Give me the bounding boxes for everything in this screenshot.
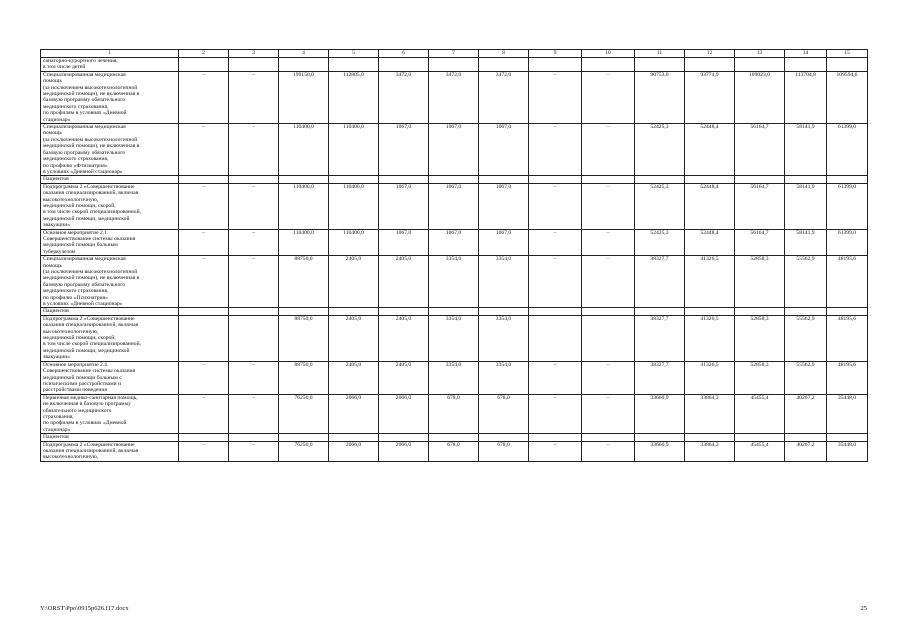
value-cell: – — [582, 256, 635, 308]
value-cell — [179, 434, 229, 441]
value-cell — [529, 176, 582, 183]
value-cell: 3472,0 — [379, 71, 429, 123]
value-cell: 55562,9 — [785, 256, 827, 308]
table-row — [41, 124, 868, 176]
row-name-cell: Подпрограмма 2 «Совершенствование оказания специализированной, включая высокотехнологичную, медицинской помощи, скорой, в том числе скорой специализированной, медицинской помощи, медицинской эвакуации» — [41, 315, 179, 361]
value-cell: – — [179, 183, 229, 229]
column-header: 14 — [785, 50, 827, 58]
value-cell: – — [582, 229, 635, 256]
value-cell: 3354,0 — [429, 361, 479, 394]
value-cell: – — [582, 441, 635, 461]
value-cell — [582, 434, 635, 441]
value-cell: 110400,0 — [329, 124, 379, 176]
value-cell — [279, 308, 329, 315]
value-cell: – — [179, 256, 229, 308]
value-cell: – — [529, 441, 582, 461]
value-cell — [685, 176, 735, 183]
value-cell: – — [582, 71, 635, 123]
value-cell: 45455,4 — [735, 394, 785, 433]
value-cell: 48195,6 — [827, 361, 868, 394]
value-cell: – — [529, 256, 582, 308]
value-cell: 3354,0 — [429, 315, 479, 361]
document-sheet — [40, 49, 867, 462]
row-name-cell: Первичная медико-санитарная помощь, не включенная в базовую программу обязательного медицинского страхования, по профилям в условиях «Дневной стационар» — [41, 394, 179, 433]
value-cell — [735, 434, 785, 441]
value-cell — [635, 58, 685, 72]
value-cell — [229, 315, 279, 361]
value-cell: – — [229, 361, 279, 394]
value-cell — [529, 58, 582, 72]
value-cell: – — [529, 394, 582, 433]
value-cell: 38327,7 — [635, 256, 685, 308]
value-cell: 1067,0 — [379, 229, 429, 256]
value-cell — [229, 176, 279, 183]
value-cell — [582, 308, 635, 315]
value-cell: 76250,0 — [279, 394, 329, 433]
value-cell — [479, 308, 529, 315]
column-header: 4 — [279, 50, 329, 58]
value-cell — [329, 308, 379, 315]
value-cell — [685, 58, 735, 72]
value-cell: 110400,0 — [329, 229, 379, 256]
value-cell — [179, 315, 229, 361]
value-cell: 56164,7 — [735, 124, 785, 176]
value-cell: – — [529, 124, 582, 176]
table-row — [41, 361, 868, 394]
section-label: Пациентов — [41, 176, 179, 183]
value-cell: 52858,3 — [735, 361, 785, 394]
value-cell: 2405,0 — [329, 361, 379, 394]
section-row — [41, 176, 868, 183]
value-cell: 33864,3 — [685, 394, 735, 433]
value-cell: 678,0 — [429, 394, 479, 433]
value-cell: 52858,3 — [735, 256, 785, 308]
value-cell — [379, 434, 429, 441]
row-name-cell: Специализированная медицинская помощь (за исключением высокотехнологичной медицинской помощи), не включенная в базовую программу обязательного медицинского страхования, по профилям в условиях «Дневной стационар» — [41, 71, 179, 123]
value-cell: 33864,3 — [685, 441, 735, 461]
value-cell: – — [582, 394, 635, 433]
value-cell: – — [229, 71, 279, 123]
section-row — [41, 434, 868, 441]
value-cell: 56164,7 — [735, 229, 785, 256]
value-cell: 88750,0 — [279, 315, 329, 361]
column-header: 11 — [635, 50, 685, 58]
value-cell: 52448,4 — [685, 124, 735, 176]
value-cell: 52425,3 — [635, 229, 685, 256]
table-row — [41, 183, 868, 229]
column-header: 13 — [735, 50, 785, 58]
value-cell — [529, 434, 582, 441]
value-cell: – — [229, 394, 279, 433]
value-cell: 38327,7 — [635, 361, 685, 394]
value-cell: 48195,6 — [827, 315, 868, 361]
value-cell: 1067,0 — [379, 124, 429, 176]
value-cell: 61399,0 — [827, 229, 868, 256]
column-header: 8 — [479, 50, 529, 58]
value-cell: 52858,3 — [735, 315, 785, 361]
value-cell: 93774,9 — [685, 71, 735, 123]
value-cell: 113704,8 — [785, 71, 827, 123]
table-row — [41, 441, 868, 461]
value-cell: 109594,6 — [827, 71, 868, 123]
value-cell: 56164,7 — [735, 183, 785, 229]
value-cell — [635, 434, 685, 441]
value-cell: 2405,0 — [329, 315, 379, 361]
value-cell: 40267,2 — [785, 441, 827, 461]
value-cell: 2405,0 — [379, 256, 429, 308]
value-cell: – — [582, 124, 635, 176]
value-cell — [685, 434, 735, 441]
value-cell: 3354,0 — [429, 256, 479, 308]
value-cell: 55562,9 — [785, 315, 827, 361]
value-cell — [229, 58, 279, 72]
value-cell — [685, 308, 735, 315]
value-cell: 1067,0 — [379, 183, 429, 229]
value-cell: – — [229, 441, 279, 461]
value-cell: 110400,0 — [329, 183, 379, 229]
value-cell: – — [179, 394, 229, 433]
value-cell — [379, 176, 429, 183]
table-row — [41, 58, 868, 72]
value-cell — [785, 308, 827, 315]
row-name-cell: Основное мероприятие 2.1. Совершенствование системы оказания медицинской помощи больным туберкулезом — [41, 229, 179, 256]
column-header: 12 — [685, 50, 735, 58]
value-cell — [179, 58, 229, 72]
value-cell: – — [529, 361, 582, 394]
row-name-cell: Подпрограмма 2 «Совершенствование оказания специализированной, включая высокотехнологичную, — [41, 441, 179, 461]
value-cell: 2066,0 — [379, 394, 429, 433]
value-cell — [582, 176, 635, 183]
value-cell: 1067,0 — [429, 124, 479, 176]
value-cell — [279, 434, 329, 441]
table-row — [41, 315, 868, 361]
section-label: Пациентов — [41, 434, 179, 441]
row-name-cell: Подпрограмма 2 «Совершенствование оказания специализированной, включая высокотехнологичную, медицинской помощи, скорой, в том числе скорой специализированной, медицинской помощи, медицинской эвакуации» — [41, 183, 179, 229]
value-cell: 45455,4 — [735, 441, 785, 461]
column-header: 15 — [827, 50, 868, 58]
value-cell: – — [179, 361, 229, 394]
value-cell: 2405,0 — [329, 256, 379, 308]
value-cell — [735, 58, 785, 72]
value-cell — [827, 58, 868, 72]
column-header: 5 — [329, 50, 379, 58]
value-cell: 61399,0 — [827, 124, 868, 176]
column-header: 6 — [379, 50, 429, 58]
value-cell: 678,0 — [479, 441, 529, 461]
value-cell — [329, 58, 379, 72]
column-header: 9 — [529, 50, 582, 58]
value-cell — [429, 58, 479, 72]
value-cell: 33660,9 — [635, 394, 685, 433]
value-cell: 2405,0 — [379, 361, 429, 394]
value-cell: 1067,0 — [429, 229, 479, 256]
value-cell — [179, 308, 229, 315]
value-cell — [827, 308, 868, 315]
value-cell: 678,0 — [429, 441, 479, 461]
table-row — [41, 256, 868, 308]
column-header: 1 — [41, 50, 179, 58]
value-cell: 2066,0 — [329, 441, 379, 461]
value-cell: – — [179, 71, 229, 123]
section-row — [41, 308, 868, 315]
value-cell — [735, 176, 785, 183]
value-cell: 109023,0 — [735, 71, 785, 123]
value-cell: 199150,0 — [279, 71, 329, 123]
value-cell — [229, 434, 279, 441]
value-cell: 110400,0 — [279, 124, 329, 176]
value-cell: 61399,0 — [827, 183, 868, 229]
value-cell: 52448,4 — [685, 229, 735, 256]
value-cell: 2405,0 — [379, 315, 429, 361]
value-cell: 2066,0 — [379, 441, 429, 461]
value-cell — [279, 58, 329, 72]
value-cell: 2066,0 — [329, 394, 379, 433]
value-cell: 52448,4 — [685, 183, 735, 229]
value-cell: 41326,5 — [685, 256, 735, 308]
table-row — [41, 229, 868, 256]
value-cell: 55562,9 — [785, 361, 827, 394]
value-cell — [429, 176, 479, 183]
value-cell: – — [229, 256, 279, 308]
value-cell: 88750,0 — [279, 256, 329, 308]
value-cell: – — [179, 124, 229, 176]
value-cell: – — [529, 229, 582, 256]
table-header-row — [41, 50, 868, 58]
value-cell: – — [179, 441, 229, 461]
value-cell: 1067,0 — [479, 183, 529, 229]
row-name-cell: Специализированная медицинская помощь (за исключением высокотехнологичной медицинской помощи), не включенная в базовую программу обязательного медицинского страхования, по профилю «Фтизиатрия» в условиях «Дневной стационар» — [41, 124, 179, 176]
value-cell: – — [229, 229, 279, 256]
value-cell: 3472,0 — [479, 71, 529, 123]
value-cell: 38327,7 — [635, 315, 685, 361]
column-header: 7 — [429, 50, 479, 58]
value-cell — [329, 434, 379, 441]
column-header: 10 — [582, 50, 635, 58]
value-cell: 88750,0 — [279, 361, 329, 394]
value-cell — [582, 58, 635, 72]
value-cell: – — [229, 124, 279, 176]
row-name-cell: Специализированная медицинская помощь (за исключением высокотехнологичной медицинской помощи), не включенная в базовую программу обязательного медицинского страхования, по профилю «Психиатрия» в условиях «Дневной стационар» — [41, 256, 179, 308]
value-cell — [582, 315, 635, 361]
value-cell — [735, 308, 785, 315]
value-cell — [785, 434, 827, 441]
value-cell — [827, 434, 868, 441]
value-cell: 3472,0 — [429, 71, 479, 123]
page-number: 25 — [860, 605, 867, 612]
value-cell — [379, 308, 429, 315]
value-cell — [429, 308, 479, 315]
value-cell: 52425,3 — [635, 183, 685, 229]
value-cell — [827, 176, 868, 183]
value-cell: – — [582, 183, 635, 229]
value-cell — [329, 176, 379, 183]
value-cell: 1067,0 — [479, 229, 529, 256]
value-cell — [785, 58, 827, 72]
value-cell: 110400,0 — [279, 183, 329, 229]
value-cell: 58141,9 — [785, 183, 827, 229]
value-cell: 40267,2 — [785, 394, 827, 433]
row-name-cell: Основное мероприятие 2.4. Совершенствование системы оказания медицинской помощи больным с психическими расстройствами и расстройствами поведения — [41, 361, 179, 394]
section-label: Пациентов — [41, 308, 179, 315]
file-path: Y:\ORST\Ppo\0915p626.f17.docx — [40, 605, 129, 612]
value-cell: – — [229, 183, 279, 229]
value-cell: 48195,6 — [827, 256, 868, 308]
value-cell — [279, 176, 329, 183]
row-name-cell: санаторно-курортного лечения, в том числе детей — [41, 58, 179, 72]
value-cell — [429, 434, 479, 441]
value-cell — [785, 176, 827, 183]
table-row — [41, 394, 868, 433]
value-cell: – — [529, 183, 582, 229]
value-cell: 3354,0 — [479, 256, 529, 308]
value-cell: – — [529, 71, 582, 123]
value-cell: 90753,0 — [635, 71, 685, 123]
value-cell: 35448,0 — [827, 394, 868, 433]
value-cell: 41326,5 — [685, 315, 735, 361]
budget-table — [40, 49, 868, 462]
value-cell: 1067,0 — [429, 183, 479, 229]
column-header: 2 — [179, 50, 229, 58]
value-cell — [529, 315, 582, 361]
value-cell — [479, 176, 529, 183]
table-row — [41, 71, 868, 123]
column-header: 3 — [229, 50, 279, 58]
value-cell: 58141,9 — [785, 124, 827, 176]
value-cell — [529, 308, 582, 315]
value-cell: 33660,9 — [635, 441, 685, 461]
value-cell: 35448,0 — [827, 441, 868, 461]
value-cell: 110400,0 — [279, 229, 329, 256]
value-cell — [479, 434, 529, 441]
value-cell — [179, 176, 229, 183]
value-cell: – — [179, 229, 229, 256]
value-cell — [229, 308, 279, 315]
value-cell — [379, 58, 429, 72]
value-cell — [635, 176, 685, 183]
value-cell: 52425,3 — [635, 124, 685, 176]
value-cell: 76250,0 — [279, 441, 329, 461]
value-cell: 112805,0 — [329, 71, 379, 123]
value-cell: – — [582, 361, 635, 394]
table-body — [41, 58, 868, 462]
value-cell: 3354,0 — [479, 361, 529, 394]
value-cell: 3354,0 — [479, 315, 529, 361]
value-cell — [479, 58, 529, 72]
value-cell: 41326,5 — [685, 361, 735, 394]
value-cell: 58141,9 — [785, 229, 827, 256]
value-cell: 678,0 — [479, 394, 529, 433]
value-cell — [635, 308, 685, 315]
value-cell: 1067,0 — [479, 124, 529, 176]
